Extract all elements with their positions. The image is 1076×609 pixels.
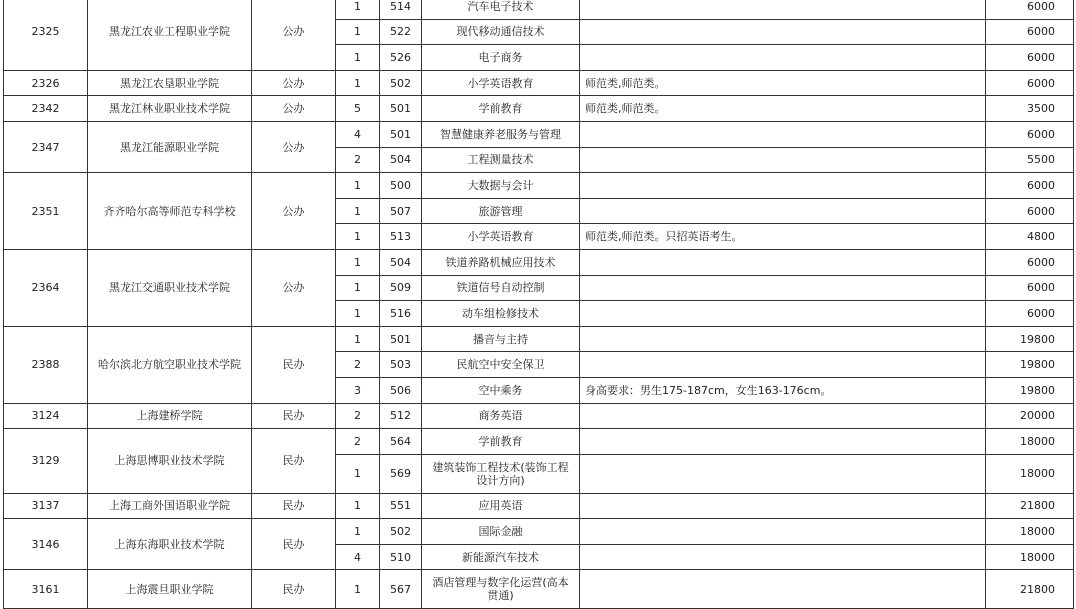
major-code-cell: 504: [380, 249, 422, 275]
major-name-cell: 学前教育: [422, 96, 580, 122]
major-code-cell: 504: [380, 147, 422, 173]
major-code-cell: 501: [380, 326, 422, 352]
major-name-cell: 小学英语教育: [422, 224, 580, 250]
school-type-cell: 民办: [252, 403, 336, 429]
tuition-cell: 19800: [986, 326, 1074, 352]
major-code-cell: 502: [380, 519, 422, 545]
tuition-cell: 6000: [986, 70, 1074, 96]
tuition-cell: 21800: [986, 570, 1074, 609]
major-name-cell: 铁道养路机械应用技术: [422, 249, 580, 275]
note-cell: 师范类,师范类。只招英语考生。: [580, 224, 986, 250]
major-name-cell: 国际金融: [422, 519, 580, 545]
plan-count-cell: 2: [336, 403, 380, 429]
major-code-cell: 513: [380, 224, 422, 250]
note-cell: [580, 198, 986, 224]
note-cell: 师范类,师范类。: [580, 96, 986, 122]
major-name-cell: 智慧健康养老服务与管理: [422, 121, 580, 147]
note-cell: 师范类,师范类。: [580, 70, 986, 96]
major-name-cell: 汽车电子技术: [422, 0, 580, 19]
tuition-cell: 18000: [986, 519, 1074, 545]
school-name-cell: 黑龙江林业职业技术学院: [88, 96, 252, 122]
table-row: [4, 326, 1074, 352]
plan-count-cell: 1: [336, 454, 380, 493]
major-name-cell: 电子商务: [422, 45, 580, 71]
major-name-cell: 空中乘务: [422, 377, 580, 403]
major-code-cell: 509: [380, 275, 422, 301]
plan-count-cell: 1: [336, 70, 380, 96]
major-code-cell: 506: [380, 377, 422, 403]
note-cell: [580, 275, 986, 301]
school-code-cell: 3146: [4, 519, 88, 570]
school-type-cell: 民办: [252, 326, 336, 403]
school-name-cell: 黑龙江交通职业技术学院: [88, 249, 252, 326]
school-code-cell: 2325: [4, 0, 88, 70]
plan-count-cell: 1: [336, 0, 380, 19]
tuition-cell: 6000: [986, 173, 1074, 199]
plan-count-cell: 1: [336, 519, 380, 545]
plan-count-cell: 2: [336, 352, 380, 378]
major-name-cell: 商务英语: [422, 403, 580, 429]
plan-count-cell: 1: [336, 301, 380, 327]
major-name-cell: 工程测量技术: [422, 147, 580, 173]
major-code-cell: 512: [380, 403, 422, 429]
note-cell: [580, 301, 986, 327]
tuition-cell: 6000: [986, 121, 1074, 147]
major-name-cell: 大数据与会计: [422, 173, 580, 199]
plan-count-cell: 4: [336, 544, 380, 570]
plan-count-cell: 1: [336, 493, 380, 519]
note-cell: [580, 454, 986, 493]
plan-count-cell: 1: [336, 173, 380, 199]
tuition-cell: 4800: [986, 224, 1074, 250]
school-code-cell: 3161: [4, 570, 88, 609]
tuition-cell: 3500: [986, 96, 1074, 122]
plan-count-cell: 2: [336, 147, 380, 173]
school-name-cell: 哈尔滨北方航空职业技术学院: [88, 326, 252, 403]
major-code-cell: 501: [380, 96, 422, 122]
tuition-cell: 5500: [986, 147, 1074, 173]
note-cell: [580, 249, 986, 275]
plan-count-cell: 1: [336, 198, 380, 224]
school-code-cell: 2326: [4, 70, 88, 96]
school-name-cell: 上海思博职业技术学院: [88, 429, 252, 494]
table-row: [4, 403, 1074, 429]
note-cell: [580, 544, 986, 570]
school-code-cell: 2347: [4, 121, 88, 172]
note-cell: [580, 147, 986, 173]
major-code-cell: 516: [380, 301, 422, 327]
major-code-cell: 507: [380, 198, 422, 224]
school-type-cell: 公办: [252, 96, 336, 122]
note-cell: 身高要求：男生175-187cm，女生163-176cm。: [580, 377, 986, 403]
major-code-cell: 526: [380, 45, 422, 71]
school-code-cell: 2342: [4, 96, 88, 122]
major-name-cell: 新能源汽车技术: [422, 544, 580, 570]
major-name-cell: 建筑装饰工程技术(装饰工程设计方向): [422, 454, 580, 493]
major-name-cell: 小学英语教育: [422, 70, 580, 96]
table-row: [4, 493, 1074, 519]
major-code-cell: 551: [380, 493, 422, 519]
plan-count-cell: 1: [336, 249, 380, 275]
school-code-cell: 2364: [4, 249, 88, 326]
note-cell: [580, 429, 986, 455]
school-name-cell: 上海东海职业技术学院: [88, 519, 252, 570]
school-code-cell: 3124: [4, 403, 88, 429]
plan-count-cell: 1: [336, 224, 380, 250]
major-name-cell: 铁道信号自动控制: [422, 275, 580, 301]
school-type-cell: 公办: [252, 121, 336, 172]
plan-count-cell: 4: [336, 121, 380, 147]
tuition-cell: 18000: [986, 429, 1074, 455]
major-name-cell: 现代移动通信技术: [422, 19, 580, 45]
major-code-cell: 500: [380, 173, 422, 199]
school-code-cell: 3137: [4, 493, 88, 519]
school-type-cell: 民办: [252, 493, 336, 519]
note-cell: [580, 121, 986, 147]
table-row: [4, 429, 1074, 455]
note-cell: [580, 352, 986, 378]
school-name-cell: 上海震旦职业学院: [88, 570, 252, 609]
school-type-cell: 民办: [252, 429, 336, 494]
major-name-cell: 应用英语: [422, 493, 580, 519]
table-row: [4, 519, 1074, 545]
major-code-cell: 567: [380, 570, 422, 609]
plan-count-cell: 1: [336, 570, 380, 609]
note-cell: [580, 173, 986, 199]
table-row: [4, 70, 1074, 96]
major-code-cell: 510: [380, 544, 422, 570]
major-code-cell: 503: [380, 352, 422, 378]
table-row: [4, 0, 1074, 19]
plan-count-cell: 5: [336, 96, 380, 122]
table-row: [4, 96, 1074, 122]
major-name-cell: 酒店管理与数字化运营(高本贯通): [422, 570, 580, 609]
school-name-cell: 齐齐哈尔高等师范专科学校: [88, 173, 252, 250]
major-name-cell: 民航空中安全保卫: [422, 352, 580, 378]
school-name-cell: 黑龙江农业工程职业学院: [88, 0, 252, 70]
school-name-cell: 黑龙江农垦职业学院: [88, 70, 252, 96]
school-type-cell: 民办: [252, 570, 336, 609]
school-type-cell: 公办: [252, 0, 336, 70]
school-type-cell: 公办: [252, 70, 336, 96]
note-cell: [580, 45, 986, 71]
school-code-cell: 3129: [4, 429, 88, 494]
note-cell: [580, 493, 986, 519]
tuition-cell: 18000: [986, 544, 1074, 570]
table-row: [4, 249, 1074, 275]
note-cell: [580, 0, 986, 19]
school-type-cell: 公办: [252, 249, 336, 326]
major-name-cell: 学前教育: [422, 429, 580, 455]
major-code-cell: 514: [380, 0, 422, 19]
major-name-cell: 动车组检修技术: [422, 301, 580, 327]
table-row: [4, 570, 1074, 609]
plan-count-cell: 3: [336, 377, 380, 403]
major-code-cell: 569: [380, 454, 422, 493]
major-code-cell: 501: [380, 121, 422, 147]
school-code-cell: 2351: [4, 173, 88, 250]
major-name-cell: 播音与主持: [422, 326, 580, 352]
tuition-cell: 6000: [986, 19, 1074, 45]
note-cell: [580, 19, 986, 45]
tuition-cell: 19800: [986, 352, 1074, 378]
school-name-cell: 上海建桥学院: [88, 403, 252, 429]
admission-table: [3, 0, 1074, 609]
school-name-cell: 黑龙江能源职业学院: [88, 121, 252, 172]
school-type-cell: 民办: [252, 519, 336, 570]
plan-count-cell: 2: [336, 429, 380, 455]
table-row: [4, 173, 1074, 199]
tuition-cell: 6000: [986, 249, 1074, 275]
plan-count-cell: 1: [336, 45, 380, 71]
tuition-cell: 6000: [986, 275, 1074, 301]
tuition-cell: 6000: [986, 0, 1074, 19]
major-name-cell: 旅游管理: [422, 198, 580, 224]
note-cell: [580, 326, 986, 352]
tuition-cell: 20000: [986, 403, 1074, 429]
note-cell: [580, 403, 986, 429]
tuition-cell: 19800: [986, 377, 1074, 403]
tuition-cell: 21800: [986, 493, 1074, 519]
note-cell: [580, 519, 986, 545]
major-code-cell: 564: [380, 429, 422, 455]
tuition-cell: 6000: [986, 198, 1074, 224]
school-name-cell: 上海工商外国语职业学院: [88, 493, 252, 519]
school-type-cell: 公办: [252, 173, 336, 250]
major-code-cell: 502: [380, 70, 422, 96]
plan-count-cell: 1: [336, 326, 380, 352]
school-code-cell: 2388: [4, 326, 88, 403]
table-row: [4, 121, 1074, 147]
tuition-cell: 6000: [986, 301, 1074, 327]
tuition-cell: 18000: [986, 454, 1074, 493]
major-code-cell: 522: [380, 19, 422, 45]
plan-count-cell: 1: [336, 19, 380, 45]
tuition-cell: 6000: [986, 45, 1074, 71]
plan-count-cell: 1: [336, 275, 380, 301]
note-cell: [580, 570, 986, 609]
